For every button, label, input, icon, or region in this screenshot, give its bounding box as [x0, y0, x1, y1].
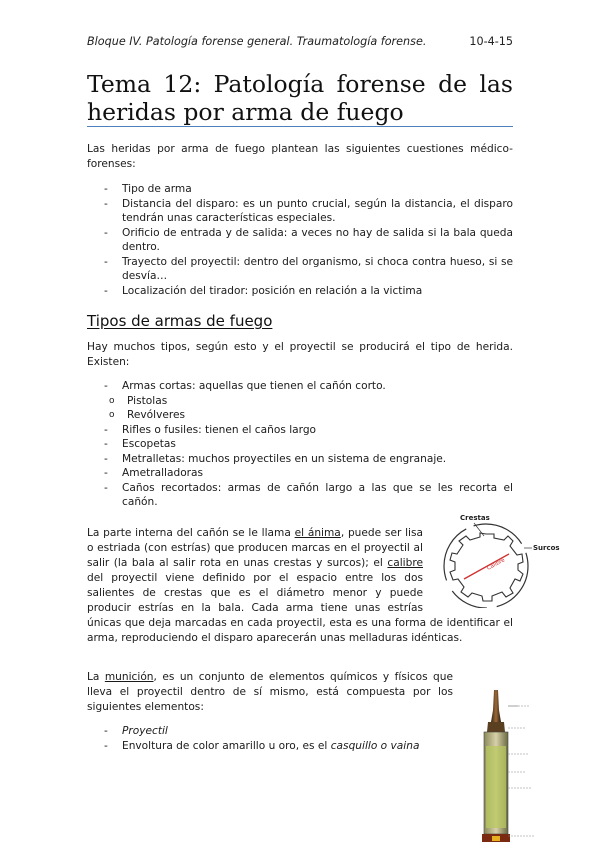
page-title: Tema 12: Patología forense de las heridas por arma de fuego [87, 70, 513, 126]
list-item: - Trayecto del proyectil: dentro del organismo, si choca contra hueso, si se desvía… [104, 255, 513, 282]
questions-list [87, 182, 513, 298]
barrel-crosssection-figure [438, 508, 563, 608]
header-date: 10-4-15 [469, 35, 513, 48]
list-item: - Envoltura de color amarillo u oro, es el casquillo o vaina [104, 739, 420, 752]
list-item: - Distancia del disparo: es un punto crucial, según la distancia, el disparo tendrán unas características especiales. [104, 197, 513, 224]
surcos-label: Surcos [533, 544, 560, 552]
ammo-list [87, 724, 447, 753]
barrel-paragraph: La parte interna del cañón se le llama el ánima, puede ser lisa o estriada (con estrías) que producen marcas en el proyectil al salir (la bala al salir rota en unas crestas y surcos); el calibre del proyectil viene definido por el espacio entre los dos salientes de crestas que es el diámetro menor y puede producir estrías en la bala. Cada arma tiene unas estrías únicas que deja marcadas en cada proyectil, esta es una forma de identificar el arma, reproduciendo el disparo aparecerán unas melladuras idénticas. [87, 527, 513, 644]
list-subitem: o Pistolas [109, 394, 168, 407]
list-item: - Tipo de arma [104, 183, 192, 195]
list-item: - Caños recortados: armas de cañón largo a las que se les recorta el cañón. [104, 481, 513, 508]
list-item: - Proyectil [104, 725, 168, 737]
list-item: - Metralletas: muchos proyectiles en un sistema de engranaje. [104, 452, 447, 465]
title-rule [87, 126, 513, 127]
types-intro-paragraph: Hay muchos tipos, según esto y el proyectil se producirá el tipo de herida. Existen: [87, 341, 513, 368]
page-header [87, 35, 513, 48]
term-calibre: calibre [387, 557, 423, 569]
header-text: Bloque IV. Patología forense general. Traumatología forense. [87, 35, 427, 48]
weapon-types-list [87, 379, 513, 510]
ammo-paragraph: La munición, es un conjunto de elementos químicos y físicos que lleva el proyectil dentro de sí mismo, está compuesta por los siguientes elementos: [87, 671, 454, 713]
list-item: - Armas cortas: aquellas que tienen el cañón corto. [104, 380, 386, 392]
primer [492, 836, 500, 841]
bullet-neck [487, 722, 505, 732]
term-anima: el ánima [294, 527, 341, 539]
list-item: - Localización del tirador: posición en relación a la victima [104, 284, 423, 297]
bullet-tip [491, 690, 501, 722]
list-subitem: o Revólveres [109, 409, 186, 421]
crestas-label: Crestas [460, 514, 490, 522]
term-municion: munición [104, 671, 154, 683]
intro-paragraph: Las heridas por arma de fuego plantean las siguientes cuestiones médico-forenses: [87, 143, 513, 170]
list-item: - Escopetas [104, 438, 176, 450]
section-heading: Tipos de armas de fuego [87, 312, 273, 330]
list-item: - Orificio de entrada y de salida: a veces no hay de salida si la bala queda dentro. [104, 226, 513, 253]
cartridge-figure [478, 688, 550, 844]
calibre-label: Calibre [486, 557, 506, 572]
list-item: - Rifles o fusiles: tienen el caños largo [104, 423, 317, 436]
powder-charge [486, 746, 506, 828]
list-item: - Ametralladoras [104, 467, 204, 479]
